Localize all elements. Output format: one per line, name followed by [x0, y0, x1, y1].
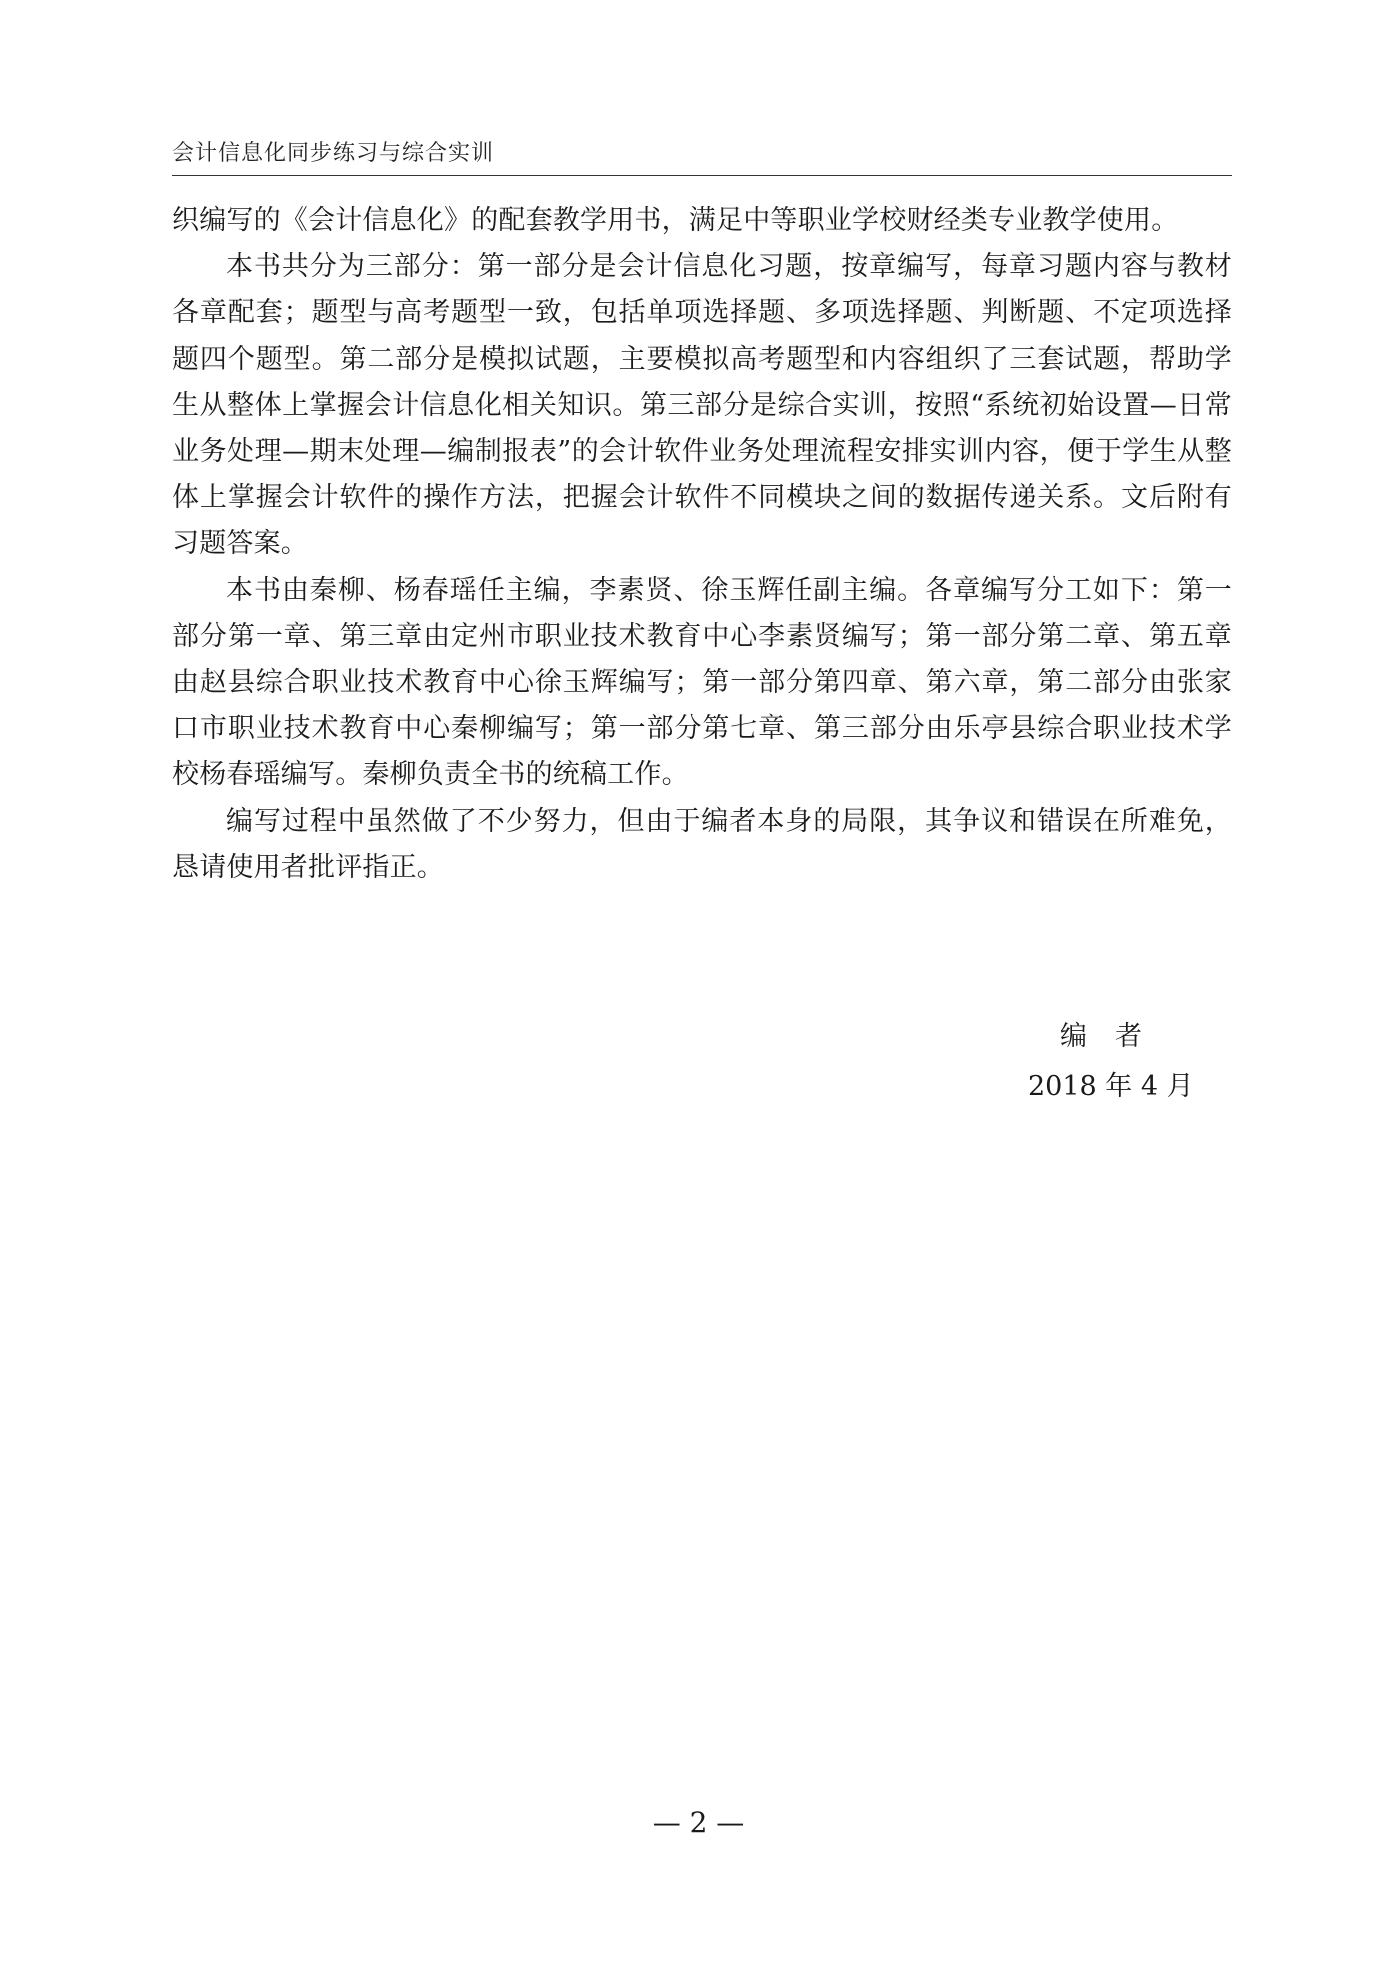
signature-author: 编者 [1060, 1021, 1170, 1052]
header-rule [172, 175, 1232, 176]
paragraph-closing: 编写过程中虽然做了不少努力，但由于编者本身的局限，其争议和错误在所难免，恳请使用者批评指正。 [172, 805, 1232, 883]
paragraph-continuation: 织编写的《会计信息化》的配套教学用书，满足中等职业学校财经类专业教学使用。 [172, 205, 1179, 236]
signature-date: 2018 年 4 月 [1028, 1071, 1194, 1102]
paragraph-structure: 本书共分为三部分：第一部分是会计信息化习题，按章编写，每章习题内容与教材各章配套；题型与高考题型一致，包括单项选择题、多项选择题、判断题、不定项选择题四个题型。第二部分是模拟试题，主要模拟高考题型和内容组织了三套试题，帮助学生从整体上掌握会计信息化相关知识。第三部分是综合实训，按照“系统初始设置—日常业务处理—期末处理—编制报表”的会计软件业务处理流程安排实训内容，便于学生从整体上掌握会计软件的操作方法，把握会计软件不同模块之间的数据传递关系。文后附有习题答案。 [172, 251, 1232, 560]
running-header: 会计信息化同步练习与综合实训 [172, 141, 495, 166]
body-text [172, 198, 1232, 891]
paragraph-authors: 本书由秦柳、杨春瑶任主编，李素贤、徐玉辉任副主编。各章编写分工如下：第一部分第一章、第三章由定州市职业技术教育中心李素贤编写；第一部分第二章、第五章由赵县综合职业技术教育中心徐玉辉编写；第一部分第四章、第六章，第二部分由张家口市职业技术教育中心秦柳编写；第一部分第七章、第三部分由乐亭县综合职业技术学校杨春瑶编写。秦柳负责全书的统稿工作。 [172, 574, 1232, 791]
page-number: — 2 — [652, 1806, 745, 1839]
